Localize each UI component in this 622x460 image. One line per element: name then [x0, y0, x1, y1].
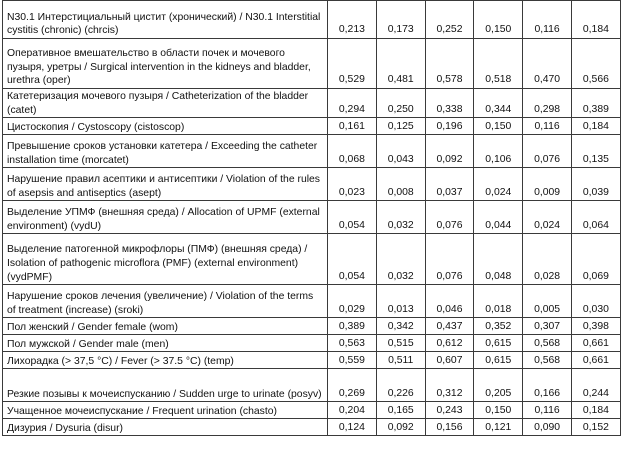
value-cell: 0,226: [376, 369, 425, 402]
table-row: [3, 318, 621, 335]
value-cell: 0,165: [376, 402, 425, 419]
value-cell: 0,563: [328, 335, 377, 352]
row-label: Пол женский / Gender female (wom): [3, 318, 328, 335]
value-cell: 0,008: [376, 168, 425, 201]
value-cell: 0,389: [571, 89, 620, 118]
table-row: [3, 1, 621, 39]
value-cell: 0,124: [328, 419, 377, 436]
value-cell: 0,125: [376, 118, 425, 135]
value-cell: 0,150: [474, 118, 523, 135]
value-cell: 0,307: [523, 318, 572, 335]
row-label: Цистоскопия / Cystoscopy (cistoscop): [3, 118, 328, 135]
value-cell: 0,312: [425, 369, 474, 402]
value-cell: 0,205: [474, 369, 523, 402]
row-label: Резкие позывы к мочеиспусканию / Sudden urge to urinate (posyv): [3, 369, 328, 402]
value-cell: 0,029: [328, 285, 377, 318]
row-label: Учащенное мочеиспускание / Frequent urination (chasto): [3, 402, 328, 419]
row-label: Лихорадка (> 37,5 °C) / Fever (> 37.5 °C) (temp): [3, 352, 328, 369]
value-cell: 0,161: [328, 118, 377, 135]
value-cell: 0,344: [474, 89, 523, 118]
value-cell: 0,269: [328, 369, 377, 402]
row-label: Пол мужской / Gender male (men): [3, 335, 328, 352]
value-cell: 0,076: [523, 135, 572, 168]
data-table: [2, 0, 621, 436]
value-cell: 0,039: [571, 168, 620, 201]
value-cell: 0,566: [571, 39, 620, 89]
value-cell: 0,013: [376, 285, 425, 318]
value-cell: 0,615: [474, 352, 523, 369]
value-cell: 0,156: [425, 419, 474, 436]
table-row: [3, 369, 621, 402]
value-cell: 0,054: [328, 201, 377, 234]
table-row: [3, 118, 621, 135]
table-row: [3, 335, 621, 352]
row-label: Дизурия / Dysuria (disur): [3, 419, 328, 436]
row-label: Выделение патогенной микрофлоры (ПМФ) (внешняя среда) / Isolation of pathogenic microflora (PMF) (external environment) (vydPMF): [3, 234, 328, 285]
value-cell: 0,152: [571, 419, 620, 436]
value-cell: 0,046: [425, 285, 474, 318]
row-label: Оперативное вмешательство в области почек и мочевого пузыря, уретры / Surgical intervention in the kidneys and bladder, urethra (oper): [3, 39, 328, 89]
value-cell: 0,076: [425, 234, 474, 285]
value-cell: 0,294: [328, 89, 377, 118]
table-row: [3, 234, 621, 285]
value-cell: 0,030: [571, 285, 620, 318]
table-row: [3, 419, 621, 436]
value-cell: 0,032: [376, 234, 425, 285]
value-cell: 0,196: [425, 118, 474, 135]
value-cell: 0,568: [523, 352, 572, 369]
table-row: [3, 285, 621, 318]
table-row: [3, 402, 621, 419]
value-cell: 0,009: [523, 168, 572, 201]
value-cell: 0,184: [571, 118, 620, 135]
value-cell: 0,116: [523, 118, 572, 135]
value-cell: 0,092: [425, 135, 474, 168]
row-label: Нарушение сроков лечения (увеличение) / Violation of the terms of treatment (increase) (sroki): [3, 285, 328, 318]
table-row: [3, 352, 621, 369]
row-label: Нарушение правил асептики и антисептики / Violation of the rules of asepsis and antiseptics (asept): [3, 168, 328, 201]
table-row: [3, 201, 621, 234]
value-cell: 0,244: [571, 369, 620, 402]
value-cell: 0,173: [376, 1, 425, 39]
value-cell: 0,515: [376, 335, 425, 352]
value-cell: 0,250: [376, 89, 425, 118]
value-cell: 0,054: [328, 234, 377, 285]
value-cell: 0,398: [571, 318, 620, 335]
value-cell: 0,481: [376, 39, 425, 89]
value-cell: 0,184: [571, 402, 620, 419]
value-cell: 0,076: [425, 201, 474, 234]
value-cell: 0,023: [328, 168, 377, 201]
value-cell: 0,024: [474, 168, 523, 201]
value-cell: 0,568: [523, 335, 572, 352]
value-cell: 0,069: [571, 234, 620, 285]
value-cell: 0,338: [425, 89, 474, 118]
value-cell: 0,184: [571, 1, 620, 39]
table-row: [3, 168, 621, 201]
row-label: Выделение УПМФ (внешняя среда) / Allocation of UPMF (external environment) (vydU): [3, 201, 328, 234]
row-label: N30.1 Интерстициальный цистит (хронический) / N30.1 Interstitial cystitis (chronic) (chrcis): [3, 1, 328, 39]
value-cell: 0,511: [376, 352, 425, 369]
value-cell: 0,352: [474, 318, 523, 335]
value-cell: 0,607: [425, 352, 474, 369]
value-cell: 0,106: [474, 135, 523, 168]
value-cell: 0,028: [523, 234, 572, 285]
value-cell: 0,044: [474, 201, 523, 234]
value-cell: 0,150: [474, 402, 523, 419]
value-cell: 0,615: [474, 335, 523, 352]
value-cell: 0,024: [523, 201, 572, 234]
value-cell: 0,135: [571, 135, 620, 168]
value-cell: 0,298: [523, 89, 572, 118]
value-cell: 0,090: [523, 419, 572, 436]
table-body: [3, 1, 621, 436]
value-cell: 0,578: [425, 39, 474, 89]
value-cell: 0,243: [425, 402, 474, 419]
table-row: [3, 135, 621, 168]
value-cell: 0,005: [523, 285, 572, 318]
table-row: [3, 39, 621, 89]
value-cell: 0,252: [425, 1, 474, 39]
value-cell: 0,037: [425, 168, 474, 201]
value-cell: 0,150: [474, 1, 523, 39]
value-cell: 0,470: [523, 39, 572, 89]
value-cell: 0,064: [571, 201, 620, 234]
value-cell: 0,048: [474, 234, 523, 285]
value-cell: 0,032: [376, 201, 425, 234]
value-cell: 0,166: [523, 369, 572, 402]
table-row: [3, 89, 621, 118]
value-cell: 0,116: [523, 1, 572, 39]
value-cell: 0,121: [474, 419, 523, 436]
value-cell: 0,116: [523, 402, 572, 419]
value-cell: 0,389: [328, 318, 377, 335]
value-cell: 0,612: [425, 335, 474, 352]
value-cell: 0,559: [328, 352, 377, 369]
value-cell: 0,213: [328, 1, 377, 39]
value-cell: 0,661: [571, 335, 620, 352]
value-cell: 0,342: [376, 318, 425, 335]
value-cell: 0,018: [474, 285, 523, 318]
value-cell: 0,092: [376, 419, 425, 436]
value-cell: 0,437: [425, 318, 474, 335]
value-cell: 0,043: [376, 135, 425, 168]
row-label: Превышение сроков установки катетера / Exceeding the catheter installation time (morcatet): [3, 135, 328, 168]
row-label: Катетеризация мочевого пузыря / Catheterization of the bladder (catet): [3, 89, 328, 118]
value-cell: 0,529: [328, 39, 377, 89]
value-cell: 0,068: [328, 135, 377, 168]
value-cell: 0,661: [571, 352, 620, 369]
value-cell: 0,204: [328, 402, 377, 419]
value-cell: 0,518: [474, 39, 523, 89]
